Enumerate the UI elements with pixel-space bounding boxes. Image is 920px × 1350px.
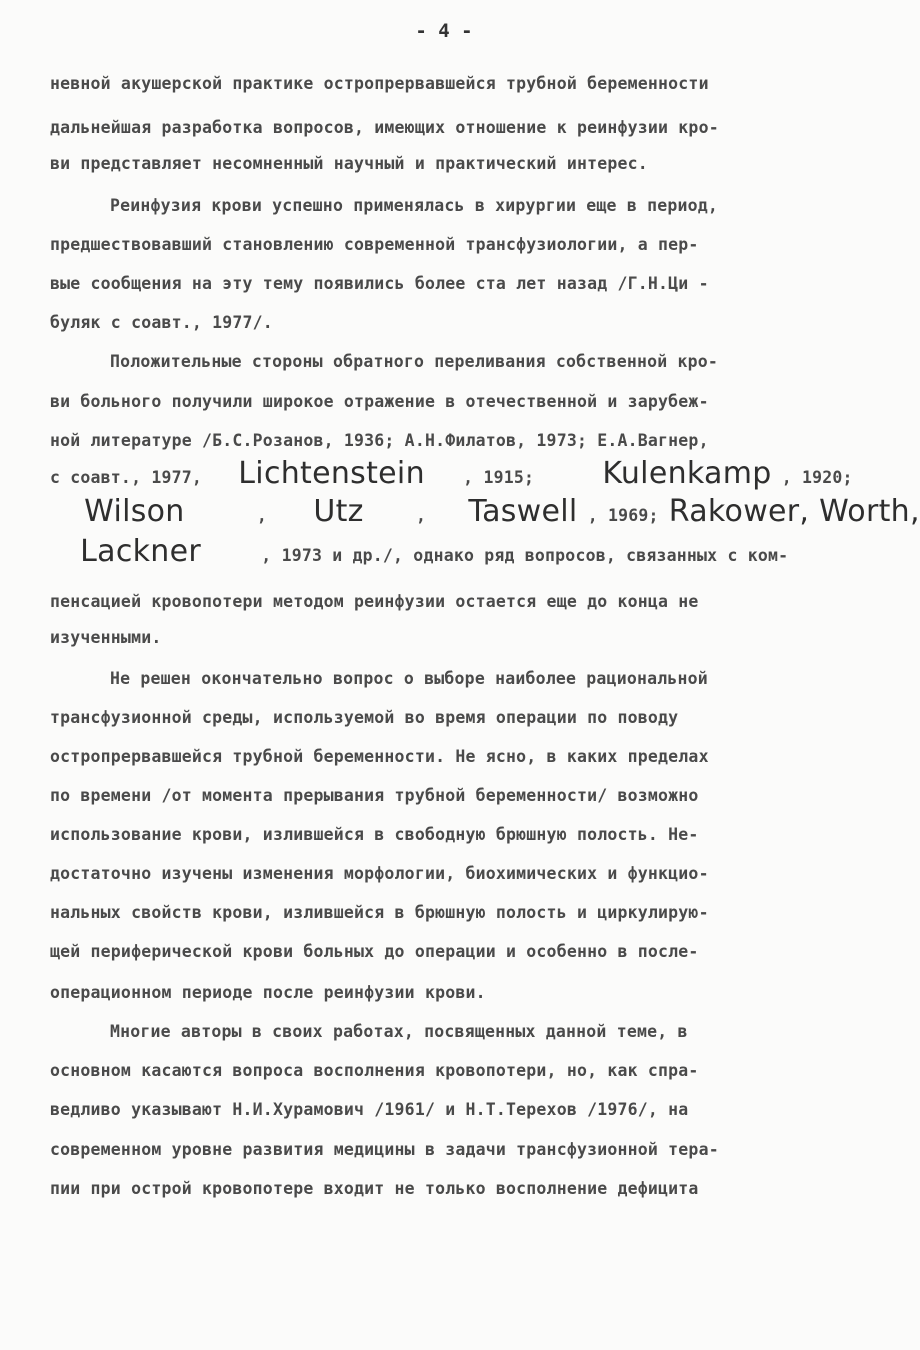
handwritten-author-name: Wilson bbox=[84, 494, 185, 529]
text-line: ной литературе /Б.С.Розанов, 1936; А.Н.Филатов, 1973; Е.А.Вагнер, bbox=[50, 431, 709, 450]
page-number: - 4 - bbox=[415, 20, 473, 42]
text-line: пии при острой кровопотере входит не только восполнение дефицита bbox=[50, 1179, 699, 1198]
text-line: современном уровне развития медицины в задачи трансфузионной тера- bbox=[50, 1140, 719, 1159]
text-line: предшествовавший становлению современной трансфузиологии, а пер- bbox=[50, 235, 699, 254]
text-line: буляк с соавт., 1977/. bbox=[50, 313, 273, 332]
text-line: пенсацией кровопотери методом реинфузии остается еще до конца не bbox=[50, 592, 699, 611]
text-line: ви больного получили широкое отражение в отечественной и зарубеж- bbox=[50, 392, 709, 411]
text-fragment: , 1969; bbox=[587, 506, 659, 525]
text-line: ви представляет несомненный научный и практический интерес. bbox=[50, 154, 648, 173]
text-line: щей периферической крови больных до операции и особенно в после- bbox=[50, 942, 699, 961]
text-line: вые сообщения на эту тему появились более ста лет назад /Г.Н.Ци - bbox=[50, 274, 709, 293]
text-line: достаточно изучены изменения морфологии, биохимических и функцио- bbox=[50, 864, 709, 883]
handwritten-author-name: Utz bbox=[313, 494, 364, 529]
text-fragment: , 1920; bbox=[781, 468, 853, 487]
text-fragment: , bbox=[415, 506, 427, 525]
text-line: дальнейшая разработка вопросов, имеющих отношение к реинфузии кро- bbox=[50, 118, 719, 137]
text-line: Реинфузия крови успешно применялась в хирургии еще в период, bbox=[110, 196, 719, 215]
text-line: трансфузионной среды, используемой во время операции по поводу bbox=[50, 708, 679, 727]
text-line: остропрервавшейся трубной беременности. Не ясно, в каких пределах bbox=[50, 747, 709, 766]
text-line: ведливо указывают Н.И.Хурамович /1961/ и Н.Т.Терехов /1976/, на bbox=[50, 1100, 689, 1119]
handwritten-author-name: Lackner bbox=[80, 534, 202, 569]
text-line-handwritten-3 bbox=[50, 534, 840, 569]
text-line: Не решен окончательно вопрос о выборе наиболее рациональной bbox=[110, 669, 708, 688]
text-line: Положительные стороны обратного переливания собственной кро- bbox=[110, 352, 719, 371]
handwritten-author-name: Kulenkamp bbox=[602, 456, 772, 491]
text-line: использование крови, излившейся в свободную брюшную полость. Не- bbox=[50, 825, 699, 844]
text-fragment: с соавт., 1977, bbox=[50, 468, 203, 487]
text-line: Многие авторы в своих работах, посвященных данной теме, в bbox=[110, 1022, 688, 1041]
text-line: невной акушерской практике остропрервавшейся трубной беременности bbox=[50, 74, 709, 93]
handwritten-author-name: Rakower, Worth, bbox=[668, 494, 920, 529]
text-line: основном касаются вопроса восполнения кровопотери, но, как спра- bbox=[50, 1061, 699, 1080]
text-fragment: , bbox=[256, 506, 268, 525]
handwritten-author-name: Taswell bbox=[468, 494, 578, 529]
text-line: изученными. bbox=[50, 628, 162, 647]
text-fragment: , 1915; bbox=[463, 468, 535, 487]
text-line: нальных свойств крови, излившейся в брюшную полость и циркулирую- bbox=[50, 903, 709, 922]
text-line-handwritten-2 bbox=[50, 494, 920, 529]
text-line: операционном периоде после реинфузии крови. bbox=[50, 983, 486, 1002]
text-line: по времени /от момента прерывания трубной беременности/ возможно bbox=[50, 786, 699, 805]
handwritten-author-name: Lichtenstein bbox=[238, 456, 425, 491]
text-line-handwritten-1 bbox=[50, 456, 853, 491]
text-fragment: , 1973 и др./, однако ряд вопросов, связанных с ком- bbox=[261, 546, 789, 565]
